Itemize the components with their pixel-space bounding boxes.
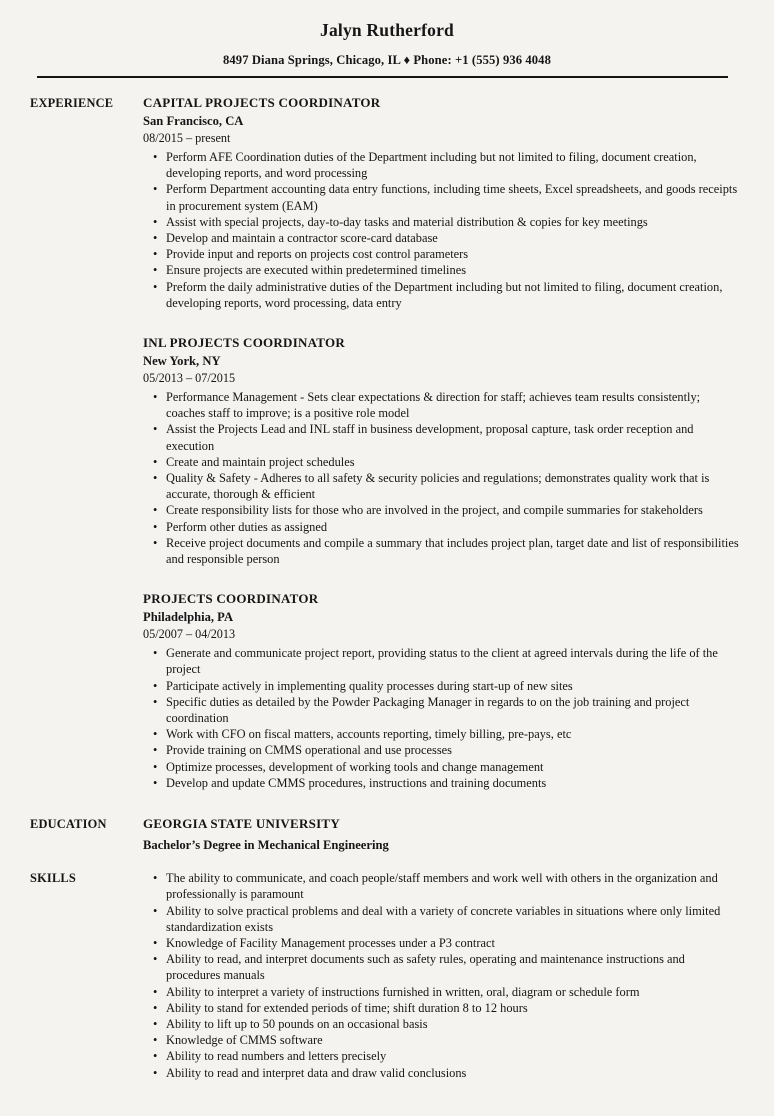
bullet-item: • Provide training on CMMS operational and use processes	[166, 742, 739, 758]
job-projects-coordinator	[143, 591, 739, 791]
section-experience	[0, 95, 774, 791]
skill-item: • The ability to communicate, and coach people/staff members and work well with others in the organization and professionally is paramount	[166, 870, 739, 902]
job-dates: 05/2013 – 07/2015	[143, 371, 236, 386]
experience-content	[143, 95, 739, 791]
degree-name: Bachelor’s Degree in Mechanical Engineering	[143, 838, 389, 853]
bullet-item: • Work with CFO on fiscal matters, accounts reporting, timely billing, pre-pays, etc	[166, 726, 739, 742]
job-bullet-list	[143, 149, 739, 311]
skill-item: • Ability to read, and interpret documents such as safety rules, operating and maintenance instructions and procedures manuals	[166, 951, 739, 983]
job-capital-projects-coordinator	[143, 95, 739, 311]
job-dates: 08/2015 – present	[143, 131, 231, 145]
job-bullet-list	[143, 645, 739, 791]
bullet-item: • Develop and maintain a contractor score-card database	[166, 230, 739, 246]
bullet-item: • Optimize processes, development of working tools and change management	[166, 759, 739, 775]
bullet-item: • Perform Department accounting data entry functions, including time sheets, Excel spreadsheets, and goods receipts in procurement system (EAM)	[166, 181, 739, 213]
bullet-item: • Provide input and reports on projects cost control parameters	[166, 246, 739, 262]
skill-item: • Ability to read numbers and letters precisely	[166, 1048, 739, 1064]
job-inl-projects-coordinator	[143, 335, 739, 567]
bullet-item: • Performance Management - Sets clear expectations & direction for staff; achieves team results consistently; coaches staff to improve; is a positive role model	[166, 389, 739, 421]
job-bullet-list	[143, 389, 739, 567]
header-divider	[37, 76, 728, 78]
education-content	[143, 816, 739, 853]
resume-body	[0, 95, 774, 1081]
bullet-item: • Participate actively in implementing quality processes during start-up of new sites	[166, 678, 739, 694]
candidate-name: Jalyn Rutherford	[320, 20, 454, 40]
bullet-item: • Preform the daily administrative duties of the Department including but not limited to filing, document creation, developing reports, word processing, data entry	[166, 279, 739, 311]
skill-item: • Knowledge of Facility Management processes under a P3 contract	[166, 935, 739, 951]
skills-content	[143, 870, 739, 1081]
skill-item: • Ability to lift up to 50 pounds on an occasional basis	[166, 1016, 739, 1032]
bullet-item: • Quality & Safety - Adheres to all safety & security policies and regulations; demonstrates quality work that is accurate, thorough & efficient	[166, 470, 739, 502]
section-skills	[0, 870, 774, 1081]
job-title: CAPITAL PROJECTS COORDINATOR	[143, 95, 381, 110]
skill-item: • Ability to read and interpret data and draw valid conclusions	[166, 1065, 739, 1081]
skills-section-label: SKILLS	[30, 871, 76, 886]
skill-item: • Knowledge of CMMS software	[166, 1032, 739, 1048]
job-dates: 05/2007 – 04/2013	[143, 627, 236, 642]
bullet-item: • Receive project documents and compile a summary that includes project plan, target date and list of responsibilities and responsible person	[166, 535, 739, 567]
education-section-label: EDUCATION	[30, 817, 107, 832]
bullet-item: • Create responsibility lists for those who are involved in the project, and compile summaries for stakeholders	[166, 502, 739, 518]
bullet-item: • Perform AFE Coordination duties of the Department including but not limited to filing, document creation, developing reports, and word processing	[166, 149, 739, 181]
school-name: GEORGIA STATE UNIVERSITY	[143, 816, 340, 832]
bullet-item: • Develop and update CMMS procedures, instructions and training documents	[166, 775, 739, 791]
bullet-item: • Specific duties as detailed by the Powder Packaging Manager in regards to on the job training and project coordination	[166, 694, 739, 726]
experience-section-label: EXPERIENCE	[30, 96, 114, 110]
bullet-item: • Assist the Projects Lead and INL staff in business development, proposal capture, task order reception and execution	[166, 421, 739, 453]
section-education	[0, 816, 774, 853]
job-location: Philadelphia, PA	[143, 610, 234, 625]
job-title: PROJECTS COORDINATOR	[143, 591, 319, 607]
bullet-item: • Ensure projects are executed within predetermined timelines	[166, 262, 739, 278]
skill-item: • Ability to solve practical problems and deal with a variety of concrete variables in situations where only limited standardization exists	[166, 903, 739, 935]
bullet-item: • Assist with special projects, day-to-day tasks and material distribution & copies for key meetings	[166, 214, 739, 230]
contact-line: 8497 Diana Springs, Chicago, IL ♦ Phone: +1 (555) 936 4048	[223, 53, 551, 67]
skill-item: • Ability to interpret a variety of instructions furnished in written, oral, diagram or schedule form	[166, 984, 739, 1000]
bullet-item: • Generate and communicate project report, providing status to the client at agreed intervals during the life of the project	[166, 645, 739, 677]
skill-item: • Ability to stand for extended periods of time; shift duration 8 to 12 hours	[166, 1000, 739, 1016]
job-title: INL PROJECTS COORDINATOR	[143, 335, 345, 351]
job-location: New York, NY	[143, 354, 221, 369]
job-location: San Francisco, CA	[143, 114, 244, 128]
skills-bullet-list	[143, 870, 739, 1081]
bullet-item: • Perform other duties as assigned	[166, 519, 739, 535]
bullet-item: • Create and maintain project schedules	[166, 454, 739, 470]
resume-header	[0, 20, 774, 78]
